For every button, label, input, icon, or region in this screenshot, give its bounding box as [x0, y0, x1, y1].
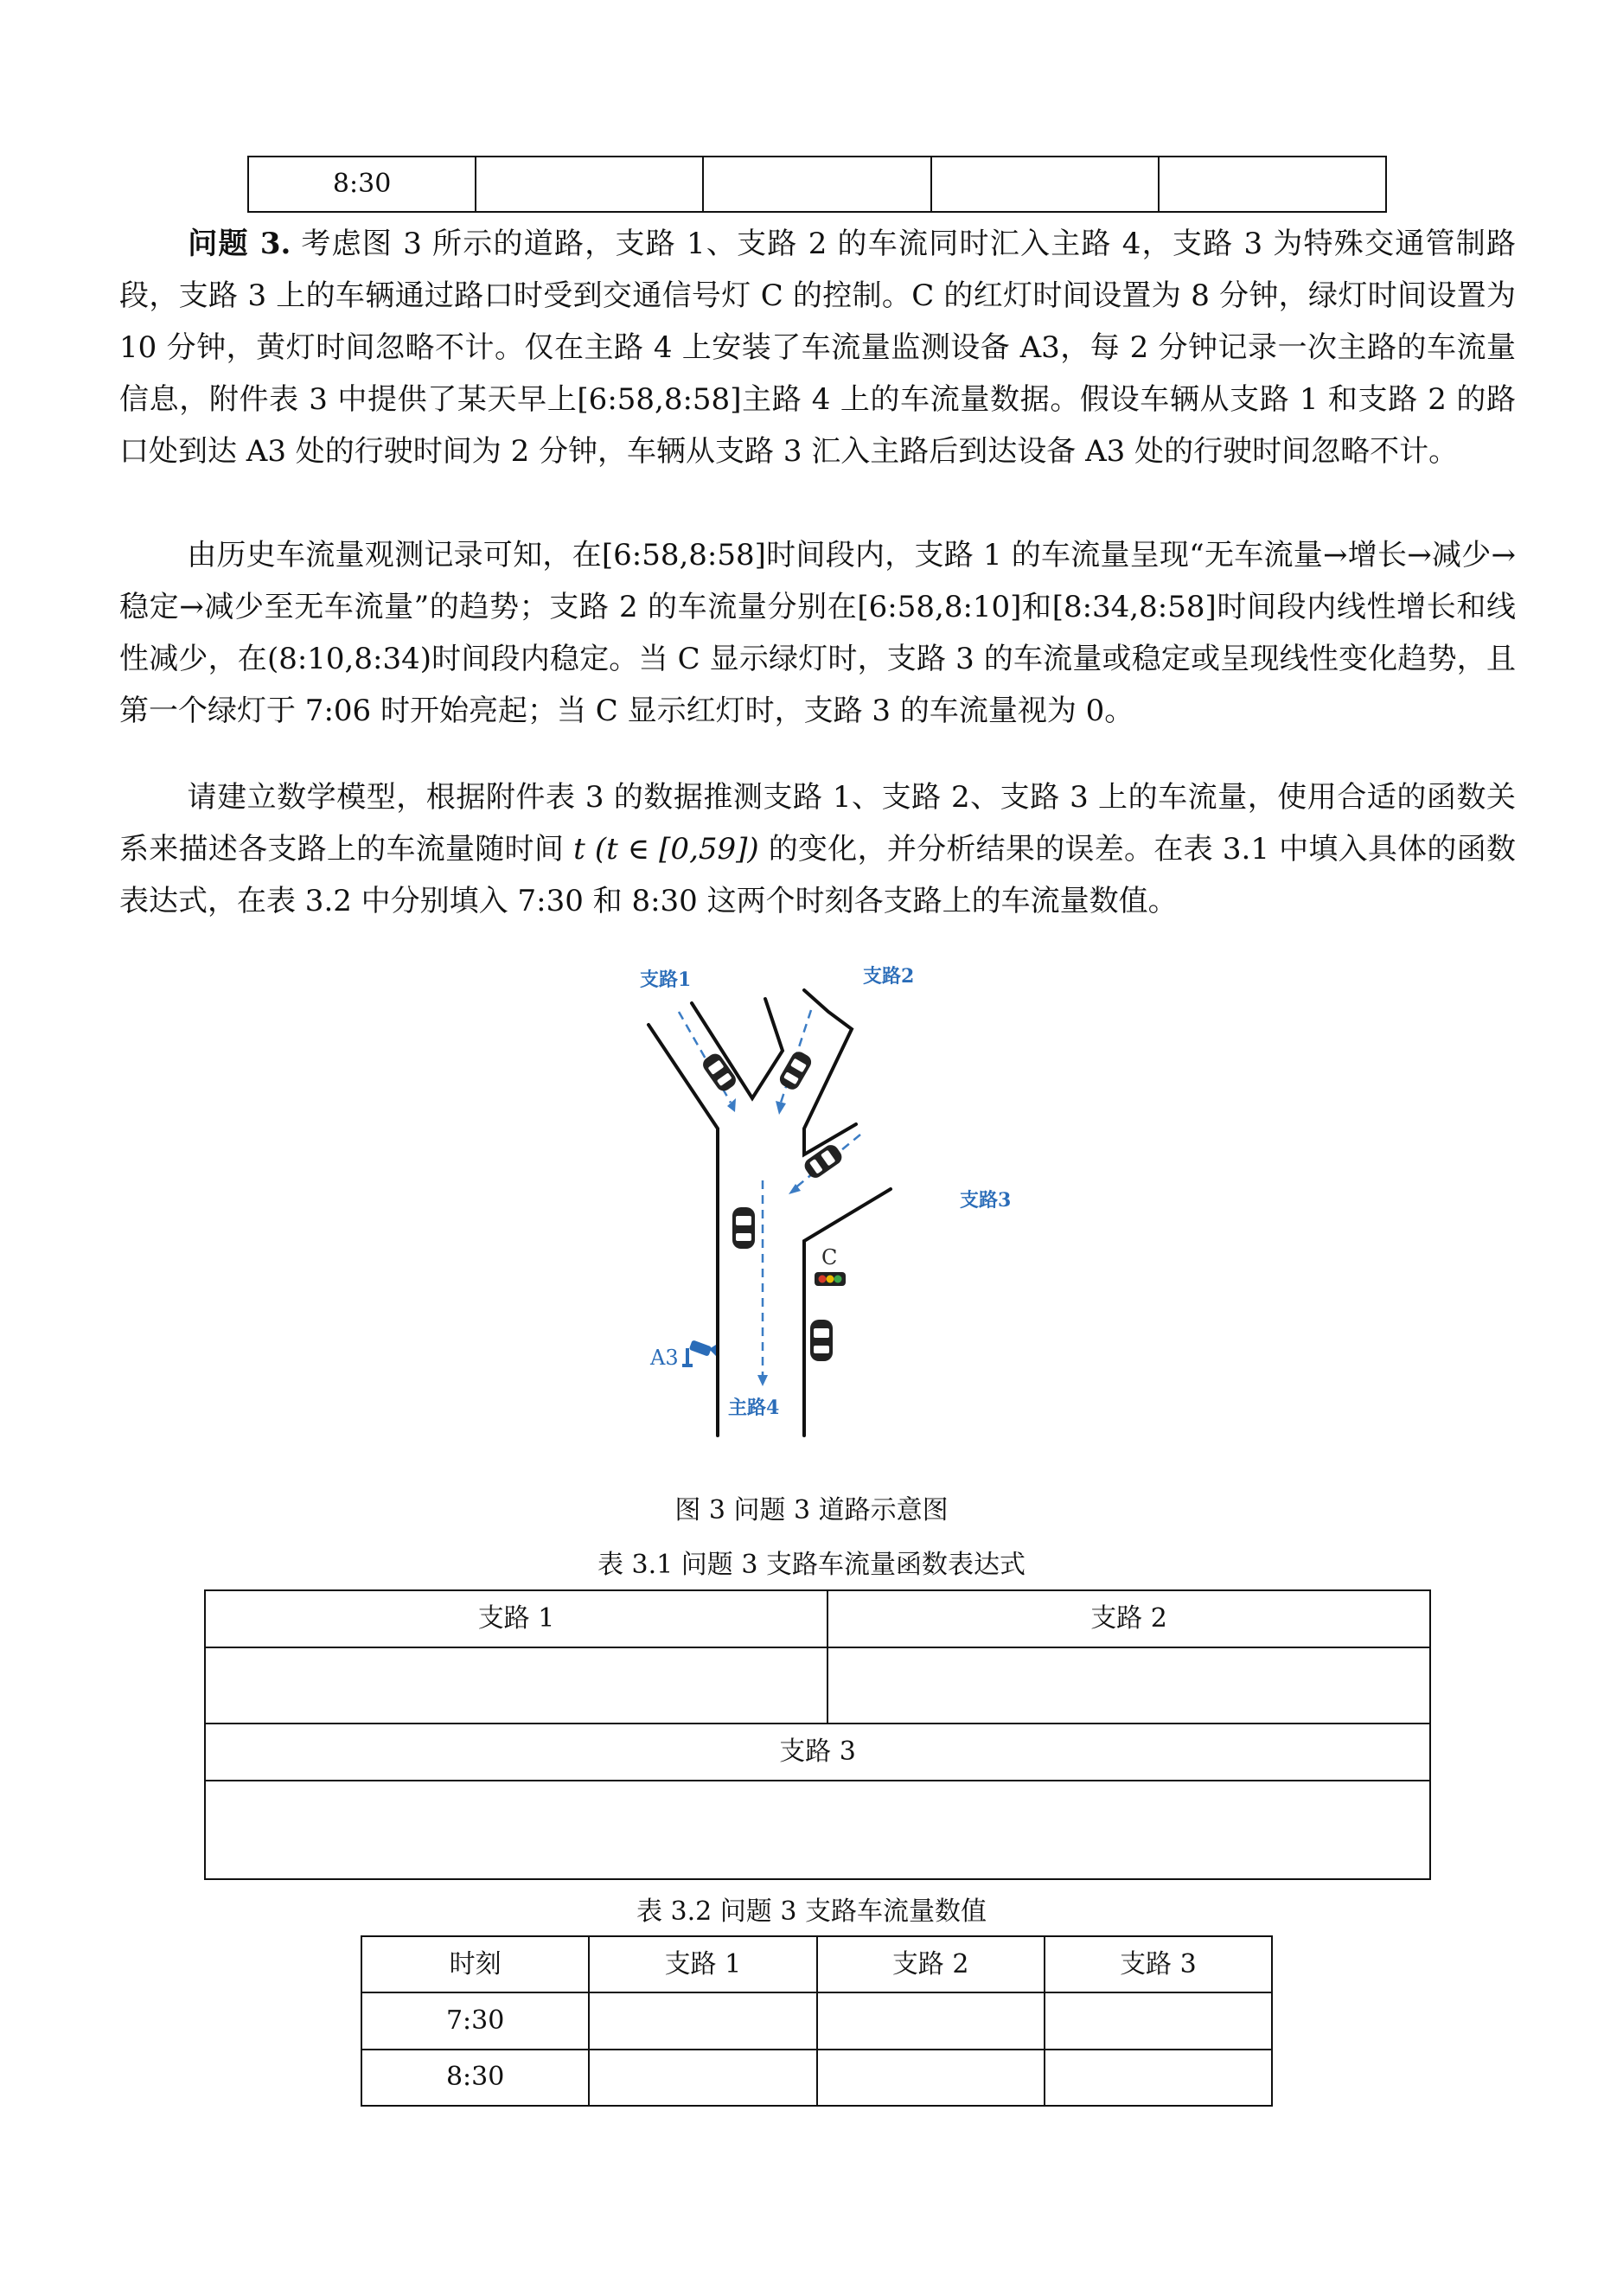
time-variable-math: t (t ∈ [0,59]): [573, 832, 759, 867]
top-table: [247, 156, 1387, 213]
branch2-label: 支路2: [863, 965, 915, 988]
car-icon: [700, 1051, 739, 1094]
branch3-label: 支路3: [960, 1189, 1012, 1212]
table-cell: [703, 157, 930, 212]
table-row: [205, 1781, 1430, 1879]
car-icon: [802, 1142, 845, 1181]
table-row: [361, 1936, 1272, 1992]
road-diagram: [605, 943, 1020, 1461]
table-header-cell: 支路 3: [205, 1724, 1430, 1781]
table-header-cell: 支路 1: [205, 1590, 827, 1647]
flow-arrowhead-branch2: [776, 1101, 786, 1115]
table-header-cell: 支路 2: [827, 1590, 1430, 1647]
table-row: [205, 1724, 1430, 1781]
flow-arrowhead-main: [757, 1375, 768, 1386]
problem3-text-3a: 请建立数学模型，根据附件表 3 的数据推测支路 1、支路 2、支路 3 上的车流量，使用合适的函数关系来描述各支路上的车流量随时间: [119, 780, 1516, 867]
problem3-heading: 问题 3.: [187, 227, 291, 261]
figure-caption: 图 3 问题 3 道路示意图: [674, 1495, 949, 1525]
table-cell: [205, 1647, 827, 1724]
table-row: [361, 1992, 1272, 2049]
problem3-paragraph-3: [119, 771, 1516, 927]
table-cell: [1159, 157, 1386, 212]
table-cell: [827, 1647, 1430, 1724]
problem3-paragraph-2: [119, 529, 1516, 737]
sensor-label: A3: [650, 1346, 679, 1370]
problem3-text-3b: 的变化，并分析结果的误差。在表 3.1 中填入具体的函数表达式，在表 3.2 中分别填入 7:30 和 8:30 这两个时刻各支路上的车流量数值。: [119, 832, 1516, 918]
table32-caption: 表 3.2 问题 3 支路车流量数值: [636, 1896, 987, 1927]
main4-label: 主路4: [728, 1397, 780, 1419]
table-cell: [1045, 1992, 1272, 2049]
table-cell: [817, 1992, 1045, 2049]
table32: [361, 1935, 1273, 2107]
road-edge-branch2-right: [804, 990, 856, 1154]
table31: [204, 1589, 1431, 1880]
table-cell: [205, 1781, 1430, 1879]
car-icon: [732, 1207, 755, 1249]
table-cell: [476, 157, 703, 212]
road-edge-right: [804, 1189, 891, 1436]
flow-arrowhead-branch1: [727, 1098, 736, 1112]
table-cell: [1045, 2050, 1272, 2106]
table-header-cell: 时刻: [361, 1936, 589, 1992]
road-edge-left: [649, 1025, 718, 1436]
problem3-text-2: 由历史车流量观测记录可知，在[6:58,8:58]时间段内，支路 1 的车流量呈现“无车流量→增长→减少→稳定→减少至无车流量”的趋势；支路 2 的车流量分别在[6:58,8:10]和[8:34,8:58]时间段内线性增长和线性减少，在(8:10,8:34)时间段内稳定。当 C 显示绿灯时，支路 3 的车流量或稳定或呈现线性变化趋势，且第一个绿灯于 7:06 时开始亮起；当 C 显示红灯时，支路 3 的车流量视为 0。: [119, 538, 1516, 728]
table-cell: 8:30: [248, 157, 476, 212]
camera-sensor-icon: [682, 1340, 716, 1367]
table31-caption: 表 3.1 问题 3 支路车流量函数表达式: [597, 1550, 1026, 1580]
signal-label: C: [821, 1245, 838, 1270]
car-icon: [777, 1049, 815, 1092]
traffic-light-icon: [815, 1272, 846, 1286]
table-row: [205, 1647, 1430, 1724]
table-cell: 8:30: [361, 2050, 589, 2106]
table-header-cell: 支路 1: [589, 1936, 816, 1992]
table-cell: [589, 2050, 816, 2106]
branch1-label: 支路1: [640, 969, 692, 991]
car-icon: [810, 1320, 833, 1361]
table-cell: [931, 157, 1159, 212]
table-header-cell: 支路 3: [1045, 1936, 1272, 1992]
problem3-paragraph-1: [119, 218, 1516, 477]
road-edge-inner-v: [692, 999, 783, 1098]
table-cell: [589, 1992, 816, 2049]
table-row: [248, 157, 1386, 212]
table-header-cell: 支路 2: [817, 1936, 1045, 1992]
table-cell: 7:30: [361, 1992, 589, 2049]
table-row: [205, 1590, 1430, 1647]
table-row: [361, 2050, 1272, 2106]
table-cell: [817, 2050, 1045, 2106]
problem3-text-1: 考虑图 3 所示的道路，支路 1、支路 2 的车流同时汇入主路 4，支路 3 为特殊交通管制路段，支路 3 上的车辆通过路口时受到交通信号灯 C 的控制。C 的红灯时间设置为 8 分钟，绿灯时间设置为 10 分钟，黄灯时间忽略不计。仅在主路 4 上安装了车流量监测设备 A3，每 2 分钟记录一次主路的车流量信息，附件表 3 中提供了某天早上[6:58,8:58]主路 4 上的车流量数据。假设车辆从支路 1 和支路 2 的路口处到达 A3 处的行驶时间为 2 分钟，车辆从支路 3 汇入主路后到达设备 A3 处的行驶时间忽略不计。: [119, 227, 1516, 469]
